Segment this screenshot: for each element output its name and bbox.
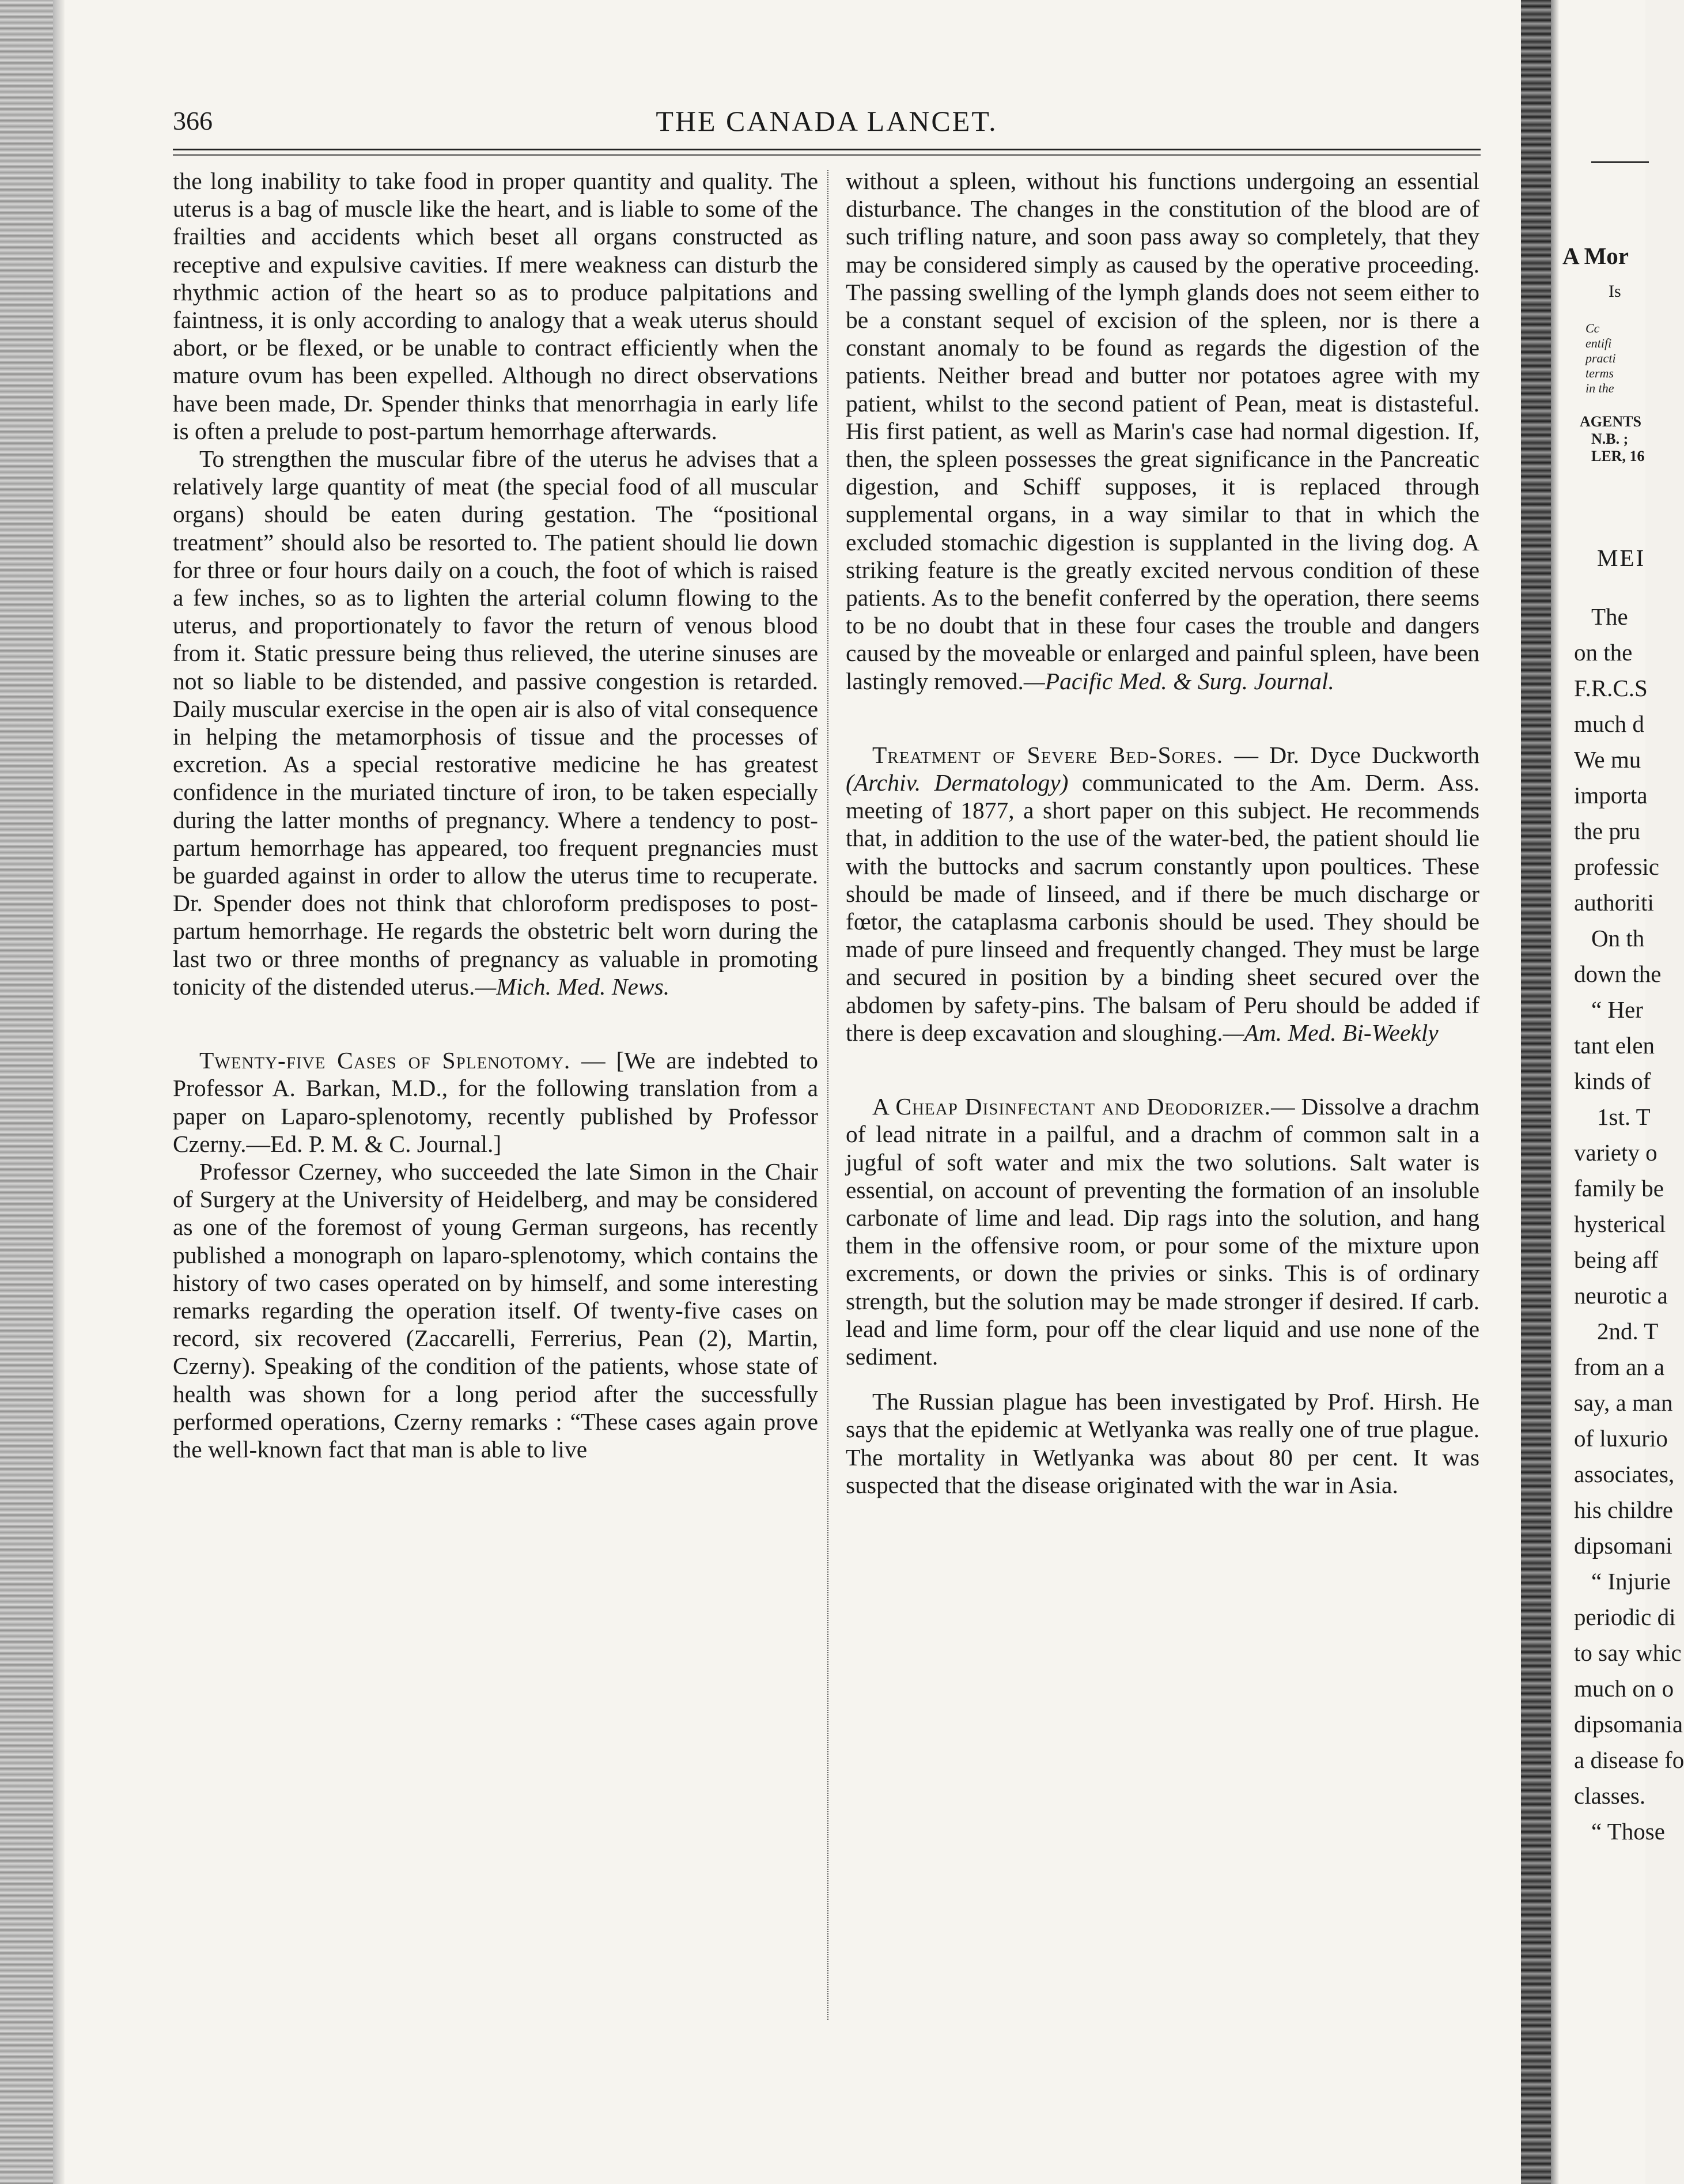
binding-edge-left: [0, 0, 53, 2184]
source-citation: —Mich. Med. News.: [475, 973, 670, 1000]
paragraph-strengthen-fibre: [173, 445, 818, 1000]
next-page-line: LER, 16: [1591, 448, 1645, 464]
paragraph-text: To strengthen the muscular fibre of the uterus he advises that a relatively large quantity of meat (the special food of all muscular organs) should be eaten during gestation. The “positional treatment” should also be resorted to. The patient should lie down for three or four hours daily on a couch, the foot of which is raised a few inches, so as to lighten the arterial column flowing to the uterus, and proportionately to favor the return of venous blood from it. Static pressure being thus relieved, the uterine sinuses are not so liable to be distended, and passive congestion is retarded. Daily muscular exercise in the open air is also of vital consequence in helping the metamorphosis of tissue and the processes of excretion. As a special restorative medicine he has greatest confidence in the muriated tincture of iron, to be taken especially during the latter months of pregnancy. Where a tendency to post-partum hemorrhage has appeared, too frequent pregnancies must be guarded against in order to allow the uterus time to recuperate. Dr. Spender does not think that chloroform predisposes to post-partum hemorrhage. He regards the obstetric belt worn during the last two or three months of pregnancy as valuable in promoting tonicity of the distended uterus.: [173, 445, 818, 1000]
next-page-line: variety o: [1574, 1139, 1657, 1166]
next-page-line: On th: [1591, 925, 1645, 951]
article-disinfectant: [846, 1093, 1479, 1370]
next-page-line: 2nd. T: [1597, 1318, 1659, 1344]
next-page-line: being aff: [1574, 1246, 1659, 1273]
next-page-line: N.B. ;: [1591, 430, 1629, 447]
next-page-line: dipsomani: [1574, 1532, 1672, 1559]
next-page-line: in the: [1585, 381, 1614, 395]
header-rule-secondary: [173, 154, 1481, 156]
header-rule: [173, 149, 1481, 150]
next-page-line: much on o: [1574, 1675, 1674, 1702]
article-heading: Treatment of Severe Bed-Sores.: [872, 741, 1224, 768]
next-page-line: kinds of: [1574, 1068, 1651, 1094]
next-page-line: terms: [1585, 366, 1614, 380]
article-body: — Dissolve a drachm of lead nitrate in a pailful, and a drachm of common salt in a jugful of soft water and mix the two solutions. Salt water is essential, on account of preventing the formation of an insoluble carbonate of lime and lead. Dip rags into the solution, and hang them in the offensive room, or pour some of the mixture upon excrements, or down the privies or sinks. This is of ordinary strength, but the solution may be made stronger if desired. If carb. lead and lime form, pour off the clear liquid and use none of the sediment.: [846, 1093, 1479, 1370]
next-page-line: MEI: [1597, 545, 1646, 571]
left-column: [173, 167, 818, 1463]
next-page-line: entifi: [1585, 336, 1612, 350]
right-column: [846, 167, 1479, 1499]
binding-gutter: [1521, 0, 1551, 2184]
next-page-line: down the: [1574, 961, 1662, 987]
next-page-rule: [1591, 161, 1649, 163]
next-page-line: 1st. T: [1597, 1104, 1651, 1130]
source-citation: —Am. Med. Bi-Weekly: [1223, 1019, 1439, 1046]
next-page-line: family be: [1574, 1175, 1664, 1201]
article-intro-text: — [We are indebted to Professor A. Barkan, M.D., for the following translation from a paper on Laparo-splenotomy, recently published by Professor Czerny.—Ed. P. M. & C. Journal.]: [173, 1047, 818, 1157]
paragraph-uterus-continued: the long inability to take food in proper quantity and quality. The uterus is a bag of muscle like the heart, and is liable to some of the frailties and accidents which beset all organs constructed as receptive and expulsive cavities. If mere weakness can disturb the rhythmic action of the heart so as to produce palpitations and faintness, it is only according to analogy that a weak uterus should abort, or be flexed, or be unable to contract efficiently when the mature ovum has been expelled. Although no direct observations have been made, Dr. Spender thinks that menorrhagia in early life is often a prelude to post-partum hemorrhage afterwards.: [173, 168, 818, 444]
next-page-line: importa: [1574, 782, 1648, 808]
next-page-line: F.R.C.S: [1574, 675, 1648, 701]
next-page-line: from an a: [1574, 1354, 1665, 1380]
next-page-line: neurotic a: [1574, 1282, 1668, 1309]
next-page-fragment: [1562, 144, 1684, 2184]
next-page-line: “ Her: [1591, 996, 1643, 1023]
source-citation: —Pacific Med. & Surg. Journal.: [1023, 667, 1334, 694]
next-page-line: associates,: [1574, 1461, 1675, 1487]
next-page-line: say, a man: [1574, 1389, 1673, 1416]
next-page-line: practi: [1585, 351, 1616, 365]
next-page-line: professic: [1574, 853, 1660, 880]
article-lead: — Dr. Dyce Duckworth: [1223, 741, 1479, 768]
next-page-line: much d: [1574, 711, 1644, 737]
next-page-line: of luxurio: [1574, 1425, 1668, 1452]
next-page-line: Is: [1609, 282, 1621, 301]
article-splenotomy-intro: [173, 1046, 818, 1158]
next-page-line: AGENTS: [1580, 413, 1641, 430]
next-page-line: a disease fo: [1574, 1747, 1684, 1773]
binding-shadow-left: [53, 0, 65, 2184]
column-divider: [827, 170, 828, 2020]
article-heading: Twenty-five Cases of Splenotomy.: [199, 1047, 571, 1074]
next-page-line: tant elen: [1574, 1032, 1655, 1059]
next-page-line: authoriti: [1574, 889, 1654, 916]
next-page-line: periodic di: [1574, 1604, 1676, 1630]
next-page-line: on the: [1574, 639, 1633, 666]
article-bed-sores: [846, 741, 1479, 1046]
next-page-line: classes.: [1574, 1782, 1646, 1809]
gutter-shadow: [1551, 0, 1559, 2184]
next-page-line: hysterical: [1574, 1211, 1666, 1237]
next-page-line: “ Those: [1591, 1818, 1665, 1845]
paragraph-czerney: Professor Czerney, who succeeded the late Simon in the Chair of Surgery at the University of Heidelberg, and may be considered as one of the foremost of young German surgeons, has recently published a monograph on laparo-splenotomy, which contains the history of two cases operated on by himself, and some interesting remarks regarding the operation itself. Of twenty-five cases on record, six recovered (Zaccarelli, Ferrerius, Pean (2), Martin, Czerny). Speaking of the condition of the patients, whose state of health was shown for a long period after the successfully performed operations, Czerny remarks : “These cases again prove the well-known fact that man is able to live: [173, 1158, 818, 1463]
next-page-line: to say whic: [1574, 1639, 1682, 1666]
paragraph-russian-plague: The Russian plague has been investigated by Prof. Hirsh. He says that the epidemic at Wetlyanka was really one of true plague. The mortality in Wetlyanka was about 80 per cent. It was suspected that the disease originated with the war in Asia.: [846, 1388, 1479, 1498]
paragraph-spleen-continued: [846, 167, 1479, 695]
article-body: communicated to the Am. Derm. Ass. meeting of 1877, a short paper on this subject. He recommends that, in addition to the use of the water-bed, the patient should lie with the buttocks and sacrum constantly upon poultices. These should be made of linseed, and if there be much discharge or fœtor, the cataplasma carbonis should be used. They should be made of pure linseed and frequently changed. They must be large and secured in position by a binding sheet secured over the abdomen by safety-pins. The balsam of Peru should be added if there is deep excavation and sloughing.: [846, 769, 1479, 1046]
article-heading: A Cheap Disinfectant and Deodorizer.: [872, 1093, 1271, 1120]
next-page-line: A Mor: [1562, 243, 1629, 269]
next-page-line: The: [1591, 603, 1628, 630]
page-number: 366: [173, 106, 213, 135]
journal-name: (Archiv. Dermatology): [846, 769, 1069, 796]
next-page-line: his childre: [1574, 1497, 1673, 1523]
next-page-line: Cc: [1585, 321, 1600, 335]
next-page-line: We mu: [1574, 746, 1641, 773]
page-header: [173, 101, 1481, 147]
next-page-line: dipsomania: [1574, 1711, 1683, 1737]
paragraph-text: without a spleen, without his functions undergoing an essential disturbance. The changes in the constitution of the blood are of such trifling nature, and soon pass away so completely, that they may be considered simply as caused by the operative proceeding. The passing swelling of the lymph glands does not seem either to be a constant sequel of excision of the spleen, nor is there a constant anomaly to be found as regards the digestion of the patients. Neither bread and butter nor potatoes agree with my patient, whilst to the second patient of Pean, meat is distasteful. His first patient, as well as Marin's case had normal digestion. If, then, the spleen possesses the great significance in the Pancreatic digestion, and Schiff supposes, it is replaced through supplemental organs, in a way similar to that in which the excluded stomachic digestion is supplanted in the living dog. A striking feature is the greatly excited nervous condition of these patients. As to the benefit conferred by the operation, there seems to be no doubt that in these four cases the trouble and dangers caused by the moveable or enlarged and painful spleen, have been lastingly removed.: [846, 168, 1479, 694]
next-page-line: the pru: [1574, 818, 1640, 844]
running-title: THE CANADA LANCET.: [656, 105, 998, 137]
next-page-line: “ Injurie: [1591, 1568, 1671, 1594]
